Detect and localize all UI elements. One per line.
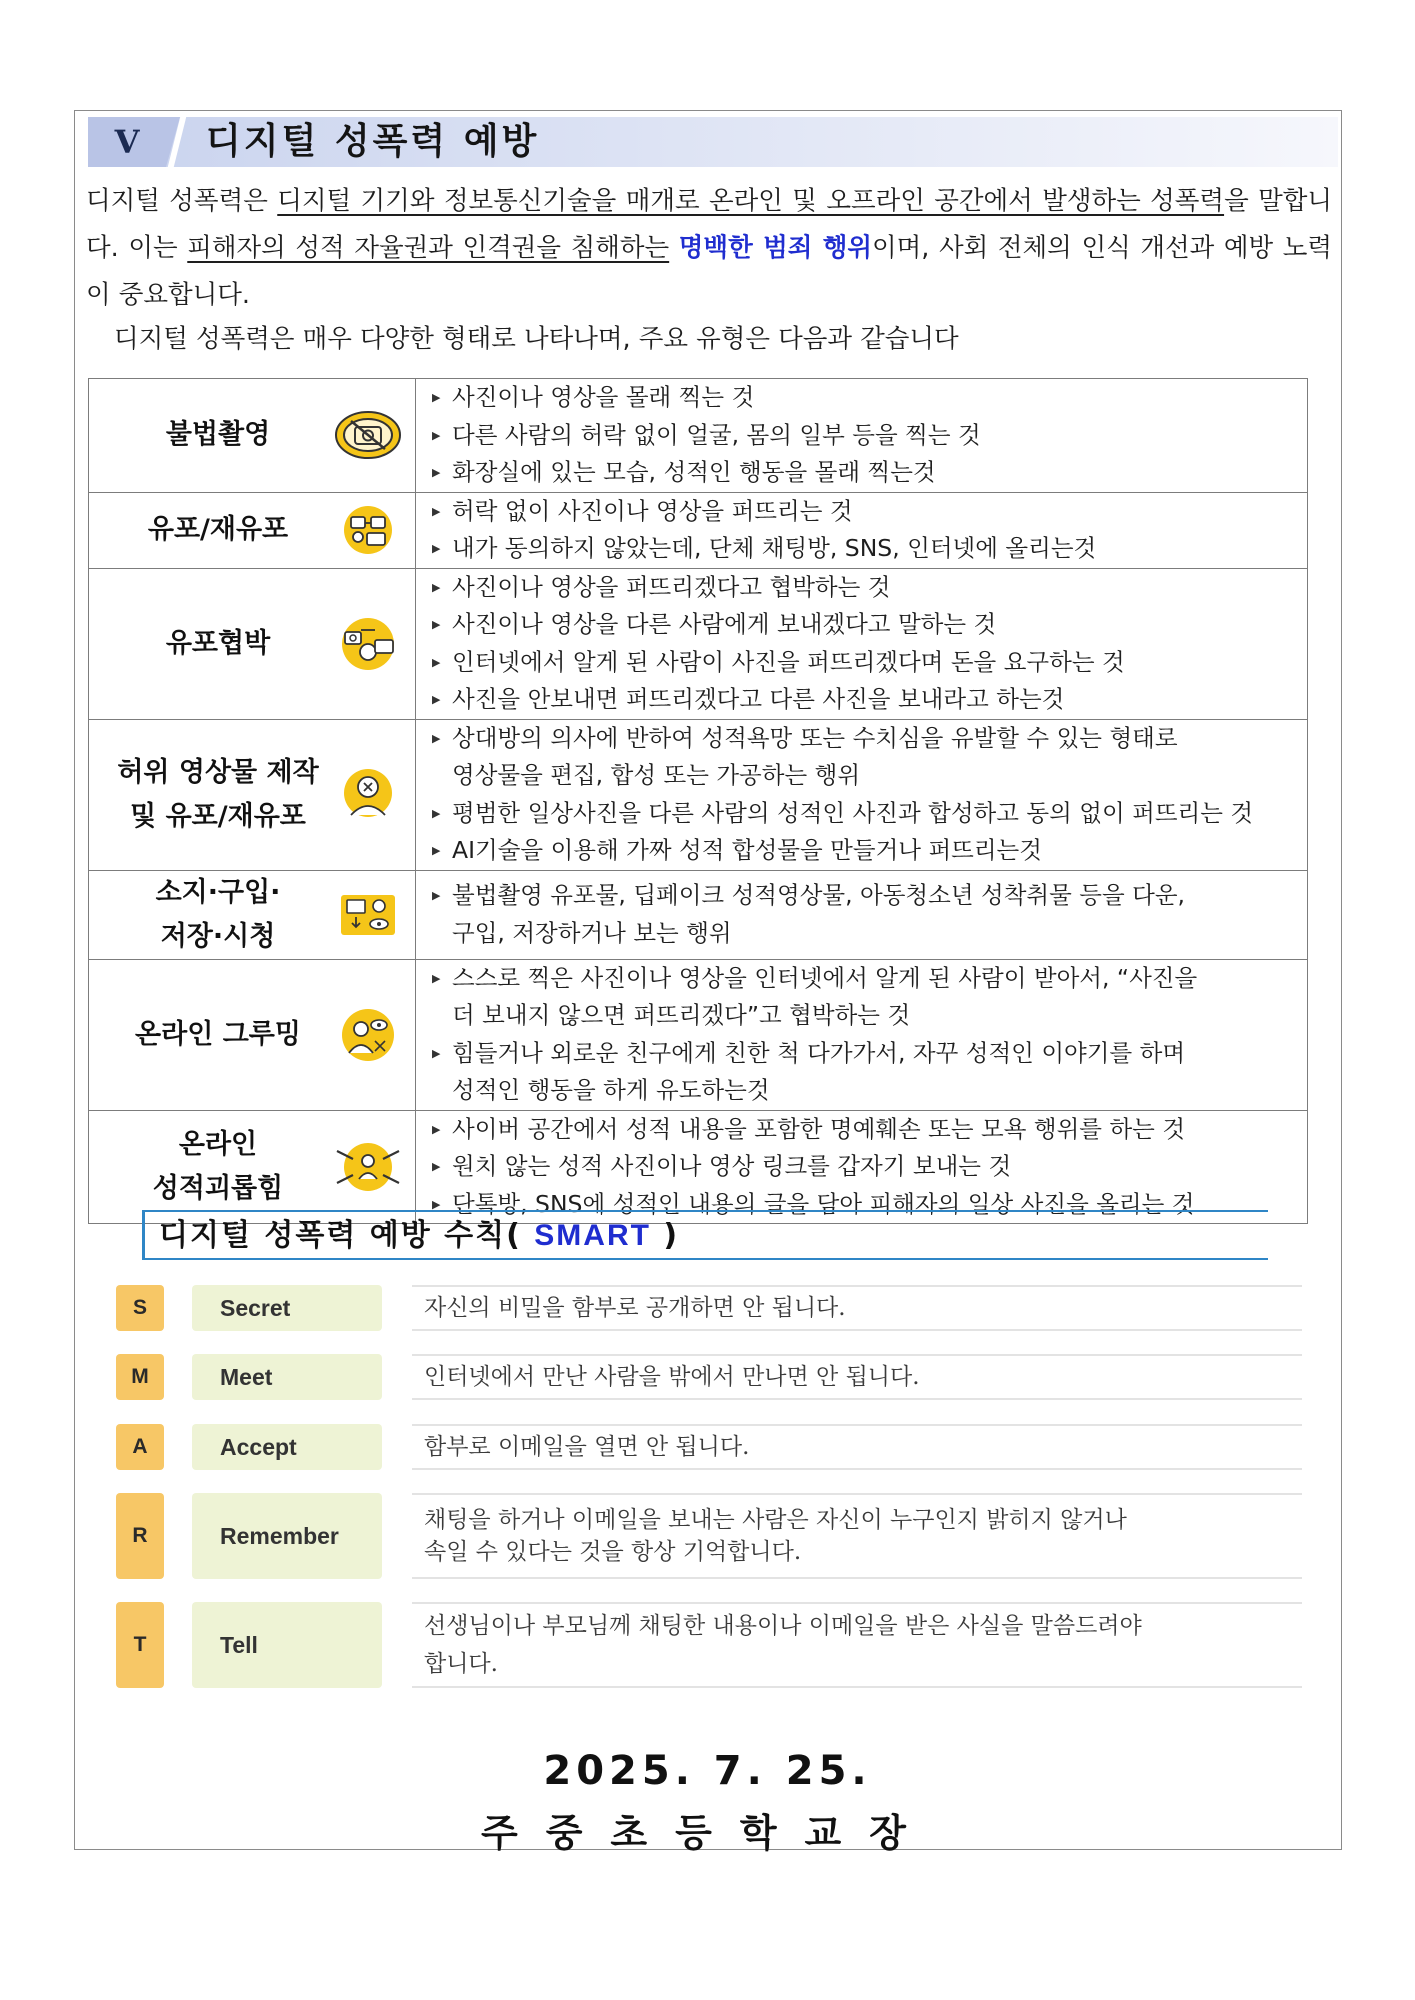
list-item: ▶ 평범한 일상사진을 다른 사람의 성적인 사진과 합성하고 동의 없이 퍼뜨리는 것	[432, 798, 1254, 827]
list-item: ▶ 사진이나 영상을 퍼뜨리겠다고 협박하는 것	[432, 572, 891, 601]
smart-rule-row	[112, 1354, 1302, 1404]
list-item: ▶ AI기술을 이용해 가짜 성적 합성물을 만들거나 퍼뜨리는것	[432, 836, 1042, 864]
smart-keyword: SMART	[534, 1219, 651, 1252]
table-row	[89, 379, 1308, 493]
rule-description: 인터넷에서 만난 사람을 밖에서 만나면 안 됩니다.	[412, 1354, 1302, 1400]
rule-keyword: Remember	[192, 1493, 382, 1579]
rule-letter: R	[116, 1493, 164, 1579]
type-name: 온라인 그루밍	[135, 1018, 301, 1050]
rule-letter: T	[116, 1602, 164, 1688]
rule-description: 함부로 이메일을 열면 안 됩니다.	[412, 1424, 1302, 1470]
share-icon	[333, 501, 403, 559]
type-name-cell	[89, 492, 416, 568]
rule-description: 선생님이나 부모님께 채팅한 내용이나 이메일을 받은 사실을 말씀드려야 합니다.	[412, 1602, 1302, 1688]
rule-letter: A	[116, 1424, 164, 1470]
grooming-icon	[333, 1006, 403, 1064]
intro-text: 디지털 성폭력은	[86, 186, 278, 216]
list-item: ▶ 불법촬영 유포물, 딥페이크 성적영상물, 아동청소년 성착취물 등을 다운, 구입, 저장하거나 보는 행위	[432, 881, 1186, 947]
rule-keyword: Meet	[192, 1354, 382, 1400]
table-row	[89, 959, 1308, 1110]
list-item: ▶ 원치 않는 성적 사진이나 영상 링크를 갑자기 보내는 것	[432, 1152, 1012, 1180]
type-desc-cell	[416, 959, 1308, 1110]
rule-keyword: Tell	[192, 1602, 382, 1688]
section-title: 디지털 성폭력 예방	[206, 121, 540, 162]
intro-crime-emphasis: 명백한 범죄 행위	[678, 233, 873, 263]
type-name: 소지·구입· 저장·시청	[155, 876, 281, 952]
list-item: ▶ 사진이나 영상을 다른 사람에게 보내겠다고 말하는 것	[432, 610, 997, 638]
rule-letter: S	[116, 1285, 164, 1331]
smart-rule-row	[112, 1424, 1302, 1474]
list-item: ▶ 상대방의 의사에 반하여 성적욕망 또는 수치심을 유발할 수 있는 형태로 영상물을 편집, 합성 또는 가공하는 행위	[432, 723, 1178, 789]
table-row	[89, 1110, 1308, 1224]
table-row	[89, 492, 1308, 568]
table-row	[89, 870, 1308, 959]
type-name-cell	[89, 568, 416, 719]
list-item: ▶ 사진이나 영상을 몰래 찍는 것	[432, 383, 755, 411]
list-item: ▶ 사진을 안보내면 퍼뜨리겠다고 다른 사진을 보내라고 하는것	[432, 685, 1065, 713]
type-name-cell	[89, 959, 416, 1110]
smart-rule-row	[112, 1493, 1302, 1581]
type-desc-cell	[416, 1110, 1308, 1224]
list-item: ▶ 단톡방, SNS에 성적인 내용의 글을 담아 피해자의 일상 사진을 올리는 것	[432, 1189, 1195, 1218]
smart-rules-header	[142, 1210, 1268, 1260]
harassment-icon	[333, 1138, 403, 1196]
table-row	[89, 719, 1308, 870]
intro-text: 을 말합니다. 이는	[86, 186, 1333, 263]
deepfake-icon	[333, 766, 403, 824]
type-desc-cell	[416, 568, 1308, 719]
no-camera-icon	[333, 406, 403, 464]
type-name-cell	[89, 870, 416, 959]
type-name: 허위 영상물 제작 및 유포/재유포	[117, 756, 319, 832]
download-view-icon	[333, 886, 403, 944]
violence-types-table	[88, 378, 1308, 1224]
list-item: ▶ 내가 동의하지 않았는데, 단체 채팅방, SNS, 인터넷에 올리는것	[432, 534, 1097, 562]
type-name: 온라인 성적괴롭힘	[152, 1128, 284, 1204]
intro-text: 이며, 사회 전체의 인식 개선과 예방 노력이 중요합니다.	[86, 233, 1333, 310]
list-item: ▶ 인터넷에서 알게 된 사람이 사진을 퍼뜨리겠다며 돈을 요구하는 것	[432, 647, 1125, 676]
table-row	[89, 568, 1308, 719]
smart-rule-row	[112, 1285, 1302, 1335]
rule-description: 채팅을 하거나 이메일을 보내는 사람은 자신이 누구인지 밝히지 않거나 속일 수 있다는 것을 항상 기억합니다.	[412, 1493, 1302, 1579]
rule-keyword: Secret	[192, 1285, 382, 1331]
type-desc-cell	[416, 379, 1308, 493]
rule-description: 자신의 비밀을 함부로 공개하면 안 됩니다.	[412, 1285, 1302, 1331]
intro-paragraph	[86, 178, 1332, 319]
document-date: 2025. 7. 25.	[543, 1748, 872, 1794]
type-desc-cell	[416, 492, 1308, 568]
type-desc-cell	[416, 870, 1308, 959]
list-item: ▶ 허락 없이 사진이나 영상을 퍼뜨리는 것	[432, 496, 853, 525]
type-name: 유포/재유포	[147, 514, 289, 545]
list-item: ▶ 스스로 찍은 사진이나 영상을 인터넷에서 알게 된 사람이 받아서, “사진을 더 보내지 않으면 퍼뜨리겠다”고 협박하는 것	[432, 963, 1198, 1029]
smart-rule-row	[112, 1602, 1302, 1690]
intro-types-sentence: 디지털 성폭력은 매우 다양한 형태로 나타나며, 주요 유형은 다음과 같습니다	[114, 324, 959, 354]
signer-name: 주중초등학교장	[481, 1811, 934, 1855]
section-number: V	[88, 117, 166, 167]
rule-keyword: Accept	[192, 1424, 382, 1470]
intro-text	[669, 233, 679, 263]
type-name-cell	[89, 719, 416, 870]
list-item: ▶ 사이버 공간에서 성적 내용을 포함한 명예훼손 또는 모욕 행위를 하는 것	[432, 1114, 1186, 1143]
section-header	[88, 117, 1338, 167]
type-desc-cell	[416, 719, 1308, 870]
type-name-cell	[89, 1110, 416, 1224]
type-name: 유포협박	[165, 627, 271, 659]
threat-icon	[333, 615, 403, 673]
rule-letter: M	[116, 1354, 164, 1400]
intro-definition: 디지털 기기와 정보통신기술을 매개로 온라인 및 오프라인 공간에서 발생하는 성폭력	[277, 186, 1225, 216]
list-item: ▶ 다른 사람의 허락 없이 얼굴, 몸의 일부 등을 찍는 것	[432, 420, 981, 449]
smart-rules-title: 디지털 성폭력 예방 수칙( SMART )	[159, 1218, 680, 1253]
type-name: 불법촬영	[165, 419, 271, 451]
intro-rights: 피해자의 성적 자율권과 인격권을 침해하는	[187, 233, 670, 263]
list-item: ▶ 힘들거나 외로운 친구에게 친한 척 다가가서, 자꾸 성적인 이야기를 하며 성적인 행동을 하게 유도하는것	[432, 1038, 1186, 1104]
list-item: ▶ 화장실에 있는 모습, 성적인 행동을 몰래 찍는것	[432, 458, 936, 486]
type-name-cell	[89, 379, 416, 493]
